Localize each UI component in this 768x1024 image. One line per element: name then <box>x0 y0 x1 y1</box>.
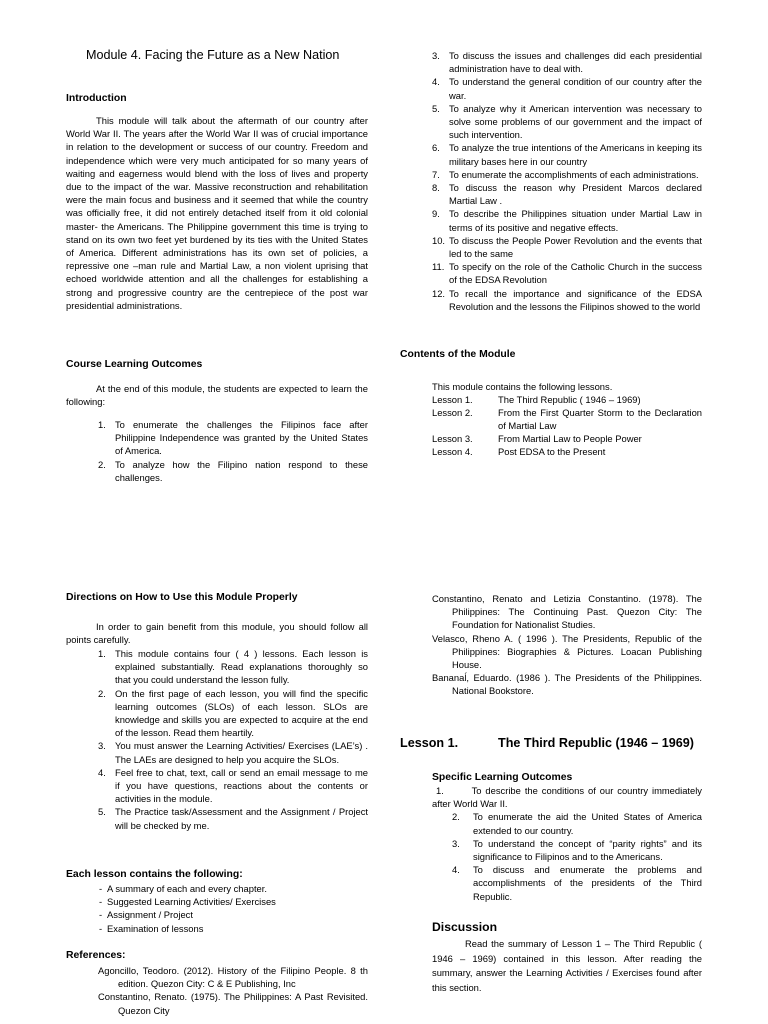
clo-heading: Course Learning Outcomes <box>66 359 203 370</box>
directions-heading: Directions on How to Use this Module Properly <box>66 592 298 603</box>
reference-item: Velasco, Rheno A. ( 1996 ). The Presidents, Republic of the Philippines: Biographies & Pictures. Loacan Publishing House. <box>432 632 702 671</box>
contents-intro: This module contains the following lessons. <box>432 381 613 392</box>
objective-item: 7. To enumerate the accomplishments of each administrations. <box>432 168 699 180</box>
each-lesson-item: - Examination of lessons <box>99 922 367 935</box>
contents-lesson-item: Lesson 1. The Third Republic ( 1946 – 1969) <box>432 394 641 405</box>
direction-item: 3. You must answer the Learning Activities/ Exercises (LAE’s) . The LAEs are designed to help you acquire the SLOs. <box>98 740 368 765</box>
direction-item: 5. The Practice task/Assessment and the Assignment / Project will be checked by me. <box>98 806 368 831</box>
directions-intro: In order to gain benefit from this module, you should follow all points carefully. <box>66 621 368 646</box>
objective-item: 9. To describe the Philippines situation under Martial Law in terms of its positive and negative effects. <box>432 208 702 233</box>
references-right <box>432 592 702 698</box>
each-lesson-item: - Assignment / Project <box>99 908 367 921</box>
each-lesson-list <box>99 882 367 935</box>
direction-item: 1. This module contains four ( 4 ) lessons. Each lesson is explained substantially. Read explanations thoroughly so that you could understand the lesson fully. <box>98 648 368 686</box>
clo-list <box>98 418 368 484</box>
contents-lessons <box>400 393 702 458</box>
directions-list <box>98 647 368 832</box>
reference-item: Constantino, Renato and Letizia Constantino. (1978). The Philippines: The Continuing Past. Quezon City: The Foundation for Nationalist Studies. <box>432 593 702 631</box>
contents-lesson-item: Lesson 3. From Martial Law to People Power <box>432 433 642 445</box>
references-heading: References: <box>66 950 126 961</box>
slo-list <box>432 784 702 903</box>
contents-lesson-item: Lesson 2. From the First Quarter Storm to the Declaration of Martial Law <box>432 407 702 432</box>
reference-item: Bananaĺ, Eduardo. (1986 ). The Presidents of the Philippines. National Bookstore. <box>432 672 702 697</box>
slo-item: 3. To understand the concept of “parity rights” and its significance to Filipinos and to the Americans. <box>452 837 702 863</box>
slo-sublist <box>432 810 702 902</box>
objective-item: 10. To discuss the People Power Revolution and the events that led to the same <box>432 234 702 260</box>
reference-item: Agoncillo, Teodoro. (2012). History of the Filipino People. 8 th edition. Quezon City: C & E Publishing, Inc <box>98 965 368 990</box>
discussion-body: Read the summary of Lesson 1 – The Third Republic ( 1946 – 1969) contained in this lesson. After reading the summary, answer the Learning Activities / Exercises found after this section. <box>432 938 702 993</box>
direction-item: 4. Feel free to chat, text, call or send an email message to me if you have questions, reactions about the contents or activities in the module. <box>98 766 368 805</box>
clo-item: 1. To enumerate the challenges the Filipinos face after Philippine Independence was granted by the United States of America. <box>98 419 368 457</box>
objective-item: 5. To analyze why it American intervention was necessary to solve some problems of our government and the impact of such intervention. <box>432 102 702 141</box>
objective-item: 12. To recall the importance and significance of the EDSA Revolution and the lessons the Filipinos showed to the world <box>432 287 702 312</box>
references-left <box>98 964 368 1017</box>
objective-item: 3. To discuss the issues and challenges did each presidential administration have to deal with. <box>432 50 702 75</box>
slo-heading: Specific Learning Outcomes <box>432 772 573 783</box>
introduction-heading: Introduction <box>66 93 127 104</box>
clo-item: 2. To analyze how the Filipino nation respond to these challenges. <box>98 458 368 483</box>
lesson1-label: Lesson 1. <box>400 736 459 750</box>
objective-item: 6. To analyze the true intentions of the Americans in keeping its military bases here in our country <box>432 142 702 167</box>
reference-item: Constantino, Renato. (1975). The Philippines: A Past Revisited. Quezon City <box>98 991 368 1016</box>
each-lesson-item: - Suggested Learning Activities/ Exercises <box>99 895 367 908</box>
each-lesson-item: - A summary of each and every chapter. <box>99 882 367 895</box>
clo-intro: At the end of this module, the students are expected to learn the following: <box>66 383 368 408</box>
slo-item: 2. To enumerate the aid the United States of America extended to our country. <box>452 811 702 836</box>
objective-item: 8. To discuss the reason why President Marcos declared Martial Law . <box>432 182 702 207</box>
discussion-heading: Discussion <box>432 920 498 934</box>
introduction-body: This module will talk about the aftermath of our country after World War II. The years after the World War II was of crucial importance in relation to the development or success of our country. Freedom and independence which were very much anticipated for so many years of waiting and eagerness would blend with the loss of lives and property due to the impact of the war. Massive reconstruction and rehabilitation were the main focus and business and it seemed that while the country was officially free, it did not entirely detached itself from it old colonial master- the Americans. The Philippine government this time is trying to stand on its own two feet yet burdened by its ties with the United States of America. Different administrations has its own set of policies, a repressive one –man rule and Martial Law, a non violent uprising that echoed worldwide attention and all the challenges for establishing a strong and progressive country are the centrepiece of the post war presidential administrations. <box>66 115 368 311</box>
objective-item: 4. To understand the general condition of our country after the war. <box>432 76 702 101</box>
contents-heading: Contents of the Module <box>400 349 516 360</box>
lesson1-heading <box>400 737 720 750</box>
lesson1-title: The Third Republic (1946 – 1969) <box>498 736 694 750</box>
each-lesson-heading: Each lesson contains the following: <box>66 869 243 880</box>
module-title: Module 4. Facing the Future as a New Nation <box>86 48 340 62</box>
contents-lesson-item: Lesson 4. Post EDSA to the Present <box>432 446 606 458</box>
slo-item: 4. To discuss and enumerate the problems and accomplishments of the presidents of the Third Republic. <box>452 864 702 902</box>
objectives-list <box>432 49 702 313</box>
objective-item: 11. To specify on the role of the Catholic Church in the success of the EDSA Revolution <box>432 261 702 286</box>
slo-item: 1. To describe the conditions of our country immediately after World War II. <box>432 785 702 810</box>
direction-item: 2. On the first page of each lesson, you will find the specific learning outcomes (SLOs) of each lesson. SLOs are knowledge and skills you are expected to acquire at the end of the lesson. Read them heartily. <box>98 687 368 739</box>
